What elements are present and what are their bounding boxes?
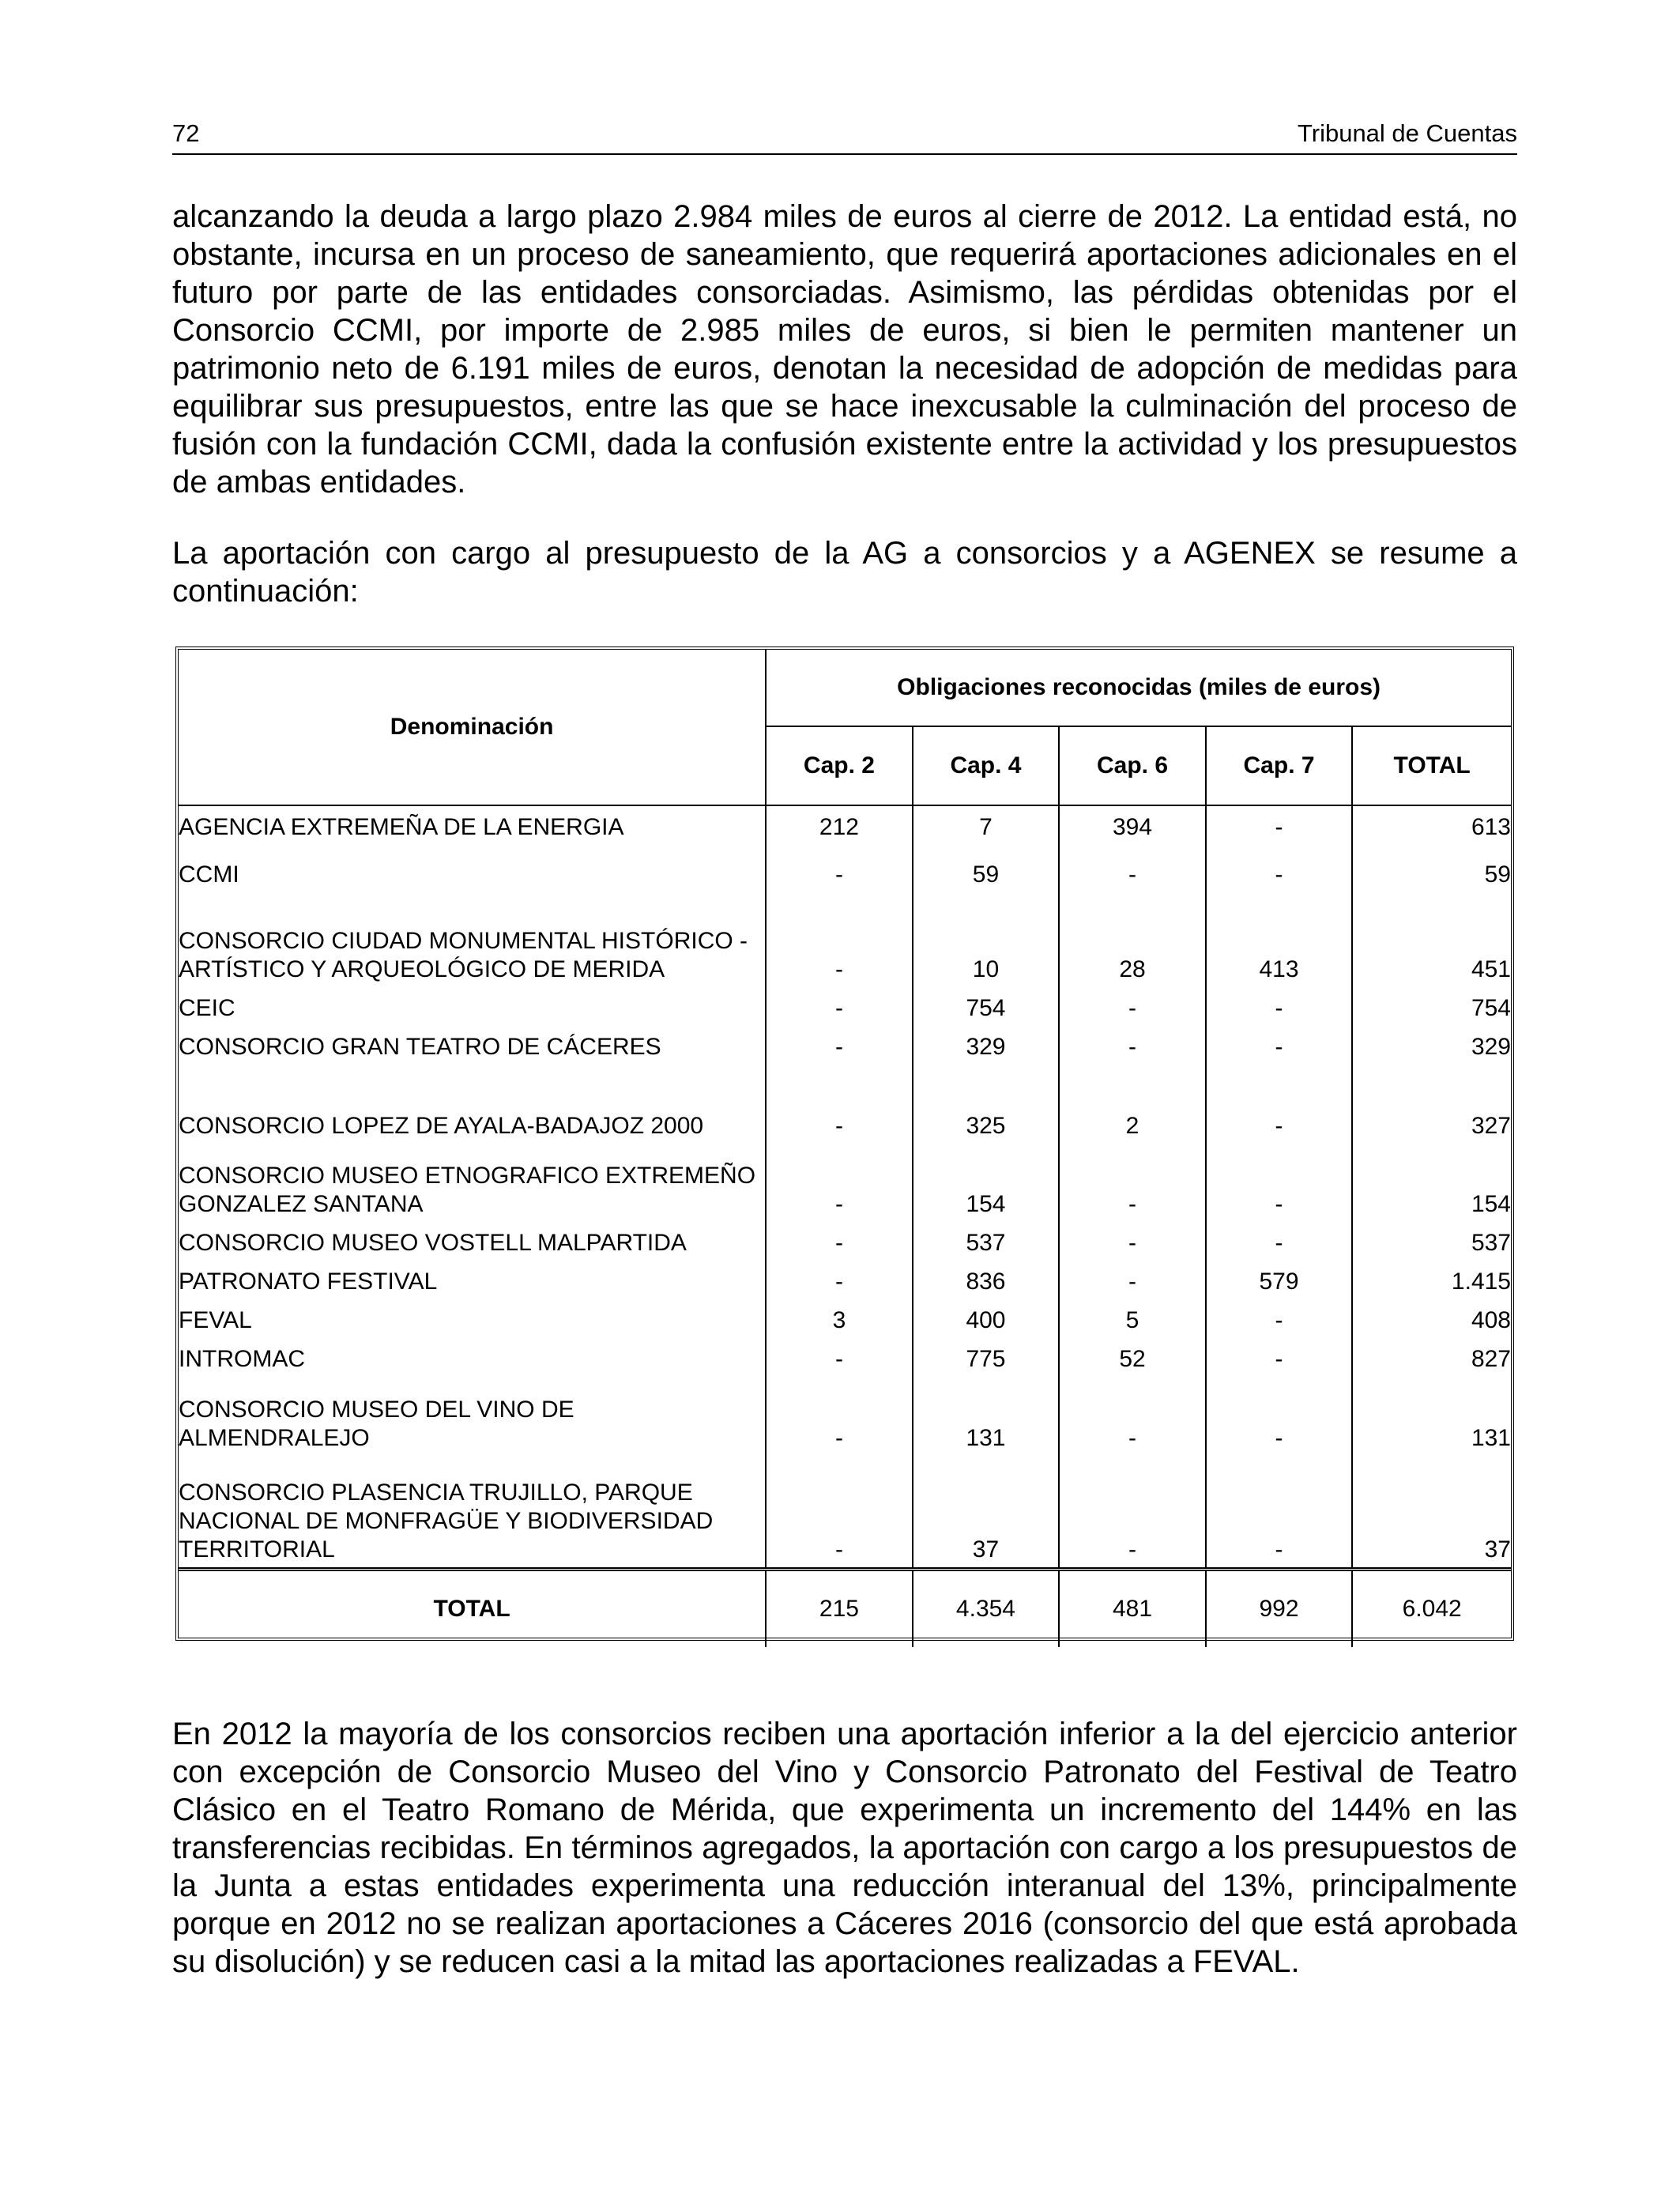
cell-cap-4: 400 bbox=[913, 1299, 1060, 1338]
cell-cap-4: 37 bbox=[913, 1456, 1060, 1569]
group-header-obligaciones: Obligaciones reconocidas (miles de euros) bbox=[766, 650, 1511, 726]
obligations-table bbox=[175, 647, 1514, 1641]
cell-cap-7: - bbox=[1206, 1026, 1353, 1065]
cell-cap-4: 325 bbox=[913, 1065, 1060, 1144]
column-header-cap-6: Cap. 6 bbox=[1059, 726, 1206, 805]
cell-cap-7: 579 bbox=[1206, 1261, 1353, 1299]
row-name: CONSORCIO PLASENCIA TRUJILLO, PARQUE NACIONAL DE MONFRAGÜE Y BIODIVERSIDAD TERRITORIAL bbox=[179, 1456, 766, 1569]
row-name: CONSORCIO MUSEO ETNOGRAFICO EXTREMEÑO GONZALEZ SANTANA bbox=[179, 1144, 766, 1222]
cell-total: 408 bbox=[1471, 1307, 1511, 1333]
cell-cap-6: 5 bbox=[1059, 1299, 1206, 1338]
table-row bbox=[179, 1026, 1511, 1065]
cell-cap-2: - bbox=[766, 1377, 913, 1456]
cell-cap-6: - bbox=[1059, 845, 1206, 892]
cell-cap-2: 212 bbox=[766, 805, 913, 845]
cell-cap-2: - bbox=[766, 987, 913, 1026]
row-name: CONSORCIO MUSEO VOSTELL MALPARTIDA bbox=[179, 1222, 766, 1261]
header-organization: Tribunal de Cuentas bbox=[1297, 119, 1517, 147]
row-name: FEVAL bbox=[179, 1299, 766, 1338]
total-cap-7: 992 bbox=[1206, 1569, 1353, 1647]
cell-cap-4: 836 bbox=[913, 1261, 1060, 1299]
cell-cap-2: 3 bbox=[766, 1299, 913, 1338]
cell-cap-2: - bbox=[766, 892, 913, 987]
cell-cap-4: 59 bbox=[913, 845, 1060, 892]
table-row bbox=[179, 1338, 1511, 1377]
table-row bbox=[179, 987, 1511, 1026]
total-cap-6: 481 bbox=[1059, 1569, 1206, 1647]
page-header bbox=[172, 120, 1517, 155]
cell-total: 327 bbox=[1471, 1113, 1511, 1139]
cell-cap-2: - bbox=[766, 1222, 913, 1261]
cell-cap-4: 7 bbox=[913, 805, 1060, 845]
table-row bbox=[179, 1377, 1511, 1456]
total-total: 6.042 bbox=[1352, 1569, 1511, 1647]
cell-cap-7: - bbox=[1206, 1222, 1353, 1261]
document-page bbox=[172, 0, 1517, 2194]
column-header-cap-4: Cap. 4 bbox=[913, 726, 1060, 805]
cell-total: 329 bbox=[1471, 1034, 1511, 1060]
cell-cap-4: 329 bbox=[913, 1026, 1060, 1065]
cell-total: 827 bbox=[1471, 1346, 1511, 1372]
cell-cap-4: 131 bbox=[913, 1377, 1060, 1456]
row-name: CEIC bbox=[179, 987, 766, 1026]
cell-cap-6: 28 bbox=[1059, 892, 1206, 987]
cell-cap-7: - bbox=[1206, 1338, 1353, 1377]
cell-cap-6: - bbox=[1059, 1456, 1206, 1569]
cell-cap-2: - bbox=[766, 1338, 913, 1377]
table-row bbox=[179, 1065, 1511, 1144]
cell-cap-7: - bbox=[1206, 845, 1353, 892]
cell-cap-2: - bbox=[766, 1026, 913, 1065]
table-row bbox=[179, 805, 1511, 845]
cell-total: 1.415 bbox=[1451, 1269, 1511, 1295]
cell-cap-7: - bbox=[1206, 1377, 1353, 1456]
cell-cap-4: 537 bbox=[913, 1222, 1060, 1261]
cell-total: 154 bbox=[1471, 1191, 1511, 1217]
cell-cap-7: - bbox=[1206, 1299, 1353, 1338]
column-header-total: TOTAL bbox=[1352, 726, 1511, 805]
cell-cap-6: - bbox=[1059, 1222, 1206, 1261]
cell-cap-6: - bbox=[1059, 1144, 1206, 1222]
row-name: INTROMAC bbox=[179, 1338, 766, 1377]
row-name: CONSORCIO CIUDAD MONUMENTAL HISTÓRICO - ARTÍSTICO Y ARQUEOLÓGICO DE MERIDA bbox=[179, 892, 766, 987]
column-header-denominacion: Denominación bbox=[179, 650, 766, 805]
cell-cap-6: - bbox=[1059, 1026, 1206, 1065]
cell-total: 37 bbox=[1484, 1536, 1511, 1563]
cell-cap-6: - bbox=[1059, 987, 1206, 1026]
total-cap-4: 4.354 bbox=[913, 1569, 1060, 1647]
cell-cap-6: - bbox=[1059, 1377, 1206, 1456]
table-row bbox=[179, 1144, 1511, 1222]
cell-cap-7: - bbox=[1206, 1144, 1353, 1222]
row-name: PATRONATO FESTIVAL bbox=[179, 1261, 766, 1299]
cell-cap-2: - bbox=[766, 845, 913, 892]
paragraph-1: alcanzando la deuda a largo plazo 2.984 miles de euros al cierre de 2012. La entidad está, no obstante, incursa en un proceso de saneamiento, que requerirá aportaciones adicionales en el futuro por parte de las entidades consorciadas. Asimismo, las pérdidas obtenidas por el Consorcio CCMI, por importe de 2.985 miles de euros, si bien le permiten mantener un patrimonio neto de 6.191 miles de euros, denotan la necesidad de adopción de medidas para equilibrar sus presupuestos, entre las que se hace inexcusable la culminación del proceso de fusión con la fundación CCMI, dada la confusión existente entre la actividad y los presupuestos de ambas entidades. bbox=[172, 199, 1517, 499]
table-row bbox=[179, 892, 1511, 987]
cell-cap-6: 52 bbox=[1059, 1338, 1206, 1377]
cell-cap-4: 775 bbox=[913, 1338, 1060, 1377]
cell-total: 59 bbox=[1484, 861, 1511, 888]
cell-cap-7: - bbox=[1206, 1065, 1353, 1144]
cell-cap-7: - bbox=[1206, 805, 1353, 845]
cell-cap-7: 413 bbox=[1206, 892, 1353, 987]
page-number: 72 bbox=[172, 119, 200, 147]
cell-total: 451 bbox=[1471, 956, 1511, 982]
row-name: CONSORCIO GRAN TEATRO DE CÁCERES bbox=[179, 1026, 766, 1065]
column-header-cap-2: Cap. 2 bbox=[766, 726, 913, 805]
paragraph-2: La aportación con cargo al presupuesto de la AG a consorcios y a AGENEX se resume a continuación: bbox=[172, 536, 1517, 609]
cell-cap-7: - bbox=[1206, 987, 1353, 1026]
cell-cap-6: 394 bbox=[1059, 805, 1206, 845]
cell-cap-7: - bbox=[1206, 1456, 1353, 1569]
row-name: AGENCIA EXTREMEÑA DE LA ENERGIA bbox=[179, 805, 766, 845]
cell-cap-2: - bbox=[766, 1065, 913, 1144]
cell-cap-2: - bbox=[766, 1261, 913, 1299]
table-row bbox=[179, 1222, 1511, 1261]
cell-cap-4: 10 bbox=[913, 892, 1060, 987]
table-row bbox=[179, 1261, 1511, 1299]
cell-cap-2: - bbox=[766, 1144, 913, 1222]
cell-total: 537 bbox=[1471, 1230, 1511, 1256]
cell-total: 131 bbox=[1471, 1425, 1511, 1451]
row-name: CONSORCIO MUSEO DEL VINO DE ALMENDRALEJO bbox=[179, 1377, 766, 1456]
row-name: CCMI bbox=[179, 845, 766, 892]
row-name: CONSORCIO LOPEZ DE AYALA-BADAJOZ 2000 bbox=[179, 1065, 766, 1144]
total-cap-2: 215 bbox=[766, 1569, 913, 1647]
paragraph-3: En 2012 la mayoría de los consorcios reciben una aportación inferior a la del ejercicio anterior con excepción de Consorcio Museo del Vino y Consorcio Patronato del Festival de Teatro Clásico en el Teatro Romano de Mérida, que experimenta un incremento del 144% en las transferencias recibidas. En términos agregados, la aportación con cargo a los presupuestos de la Junta a estas entidades experimenta una reducción interanual del 13%, principalmente porque en 2012 no se realizan aportaciones a Cáceres 2016 (consorcio del que está aprobada su disolución) y se reducen casi a la mitad las aportaciones realizadas a FEVAL. bbox=[172, 1717, 1517, 1979]
cell-cap-2: - bbox=[766, 1456, 913, 1569]
cell-cap-6: - bbox=[1059, 1261, 1206, 1299]
total-row bbox=[179, 1569, 1511, 1647]
table-row bbox=[179, 1299, 1511, 1338]
total-label: TOTAL bbox=[179, 1569, 766, 1647]
table-row bbox=[179, 1456, 1511, 1569]
cell-cap-4: 754 bbox=[913, 987, 1060, 1026]
cell-total: 754 bbox=[1471, 995, 1511, 1021]
table-row bbox=[179, 845, 1511, 892]
cell-total: 613 bbox=[1471, 814, 1511, 840]
cell-cap-6: 2 bbox=[1059, 1065, 1206, 1144]
cell-cap-4: 154 bbox=[913, 1144, 1060, 1222]
column-header-cap-7: Cap. 7 bbox=[1206, 726, 1353, 805]
